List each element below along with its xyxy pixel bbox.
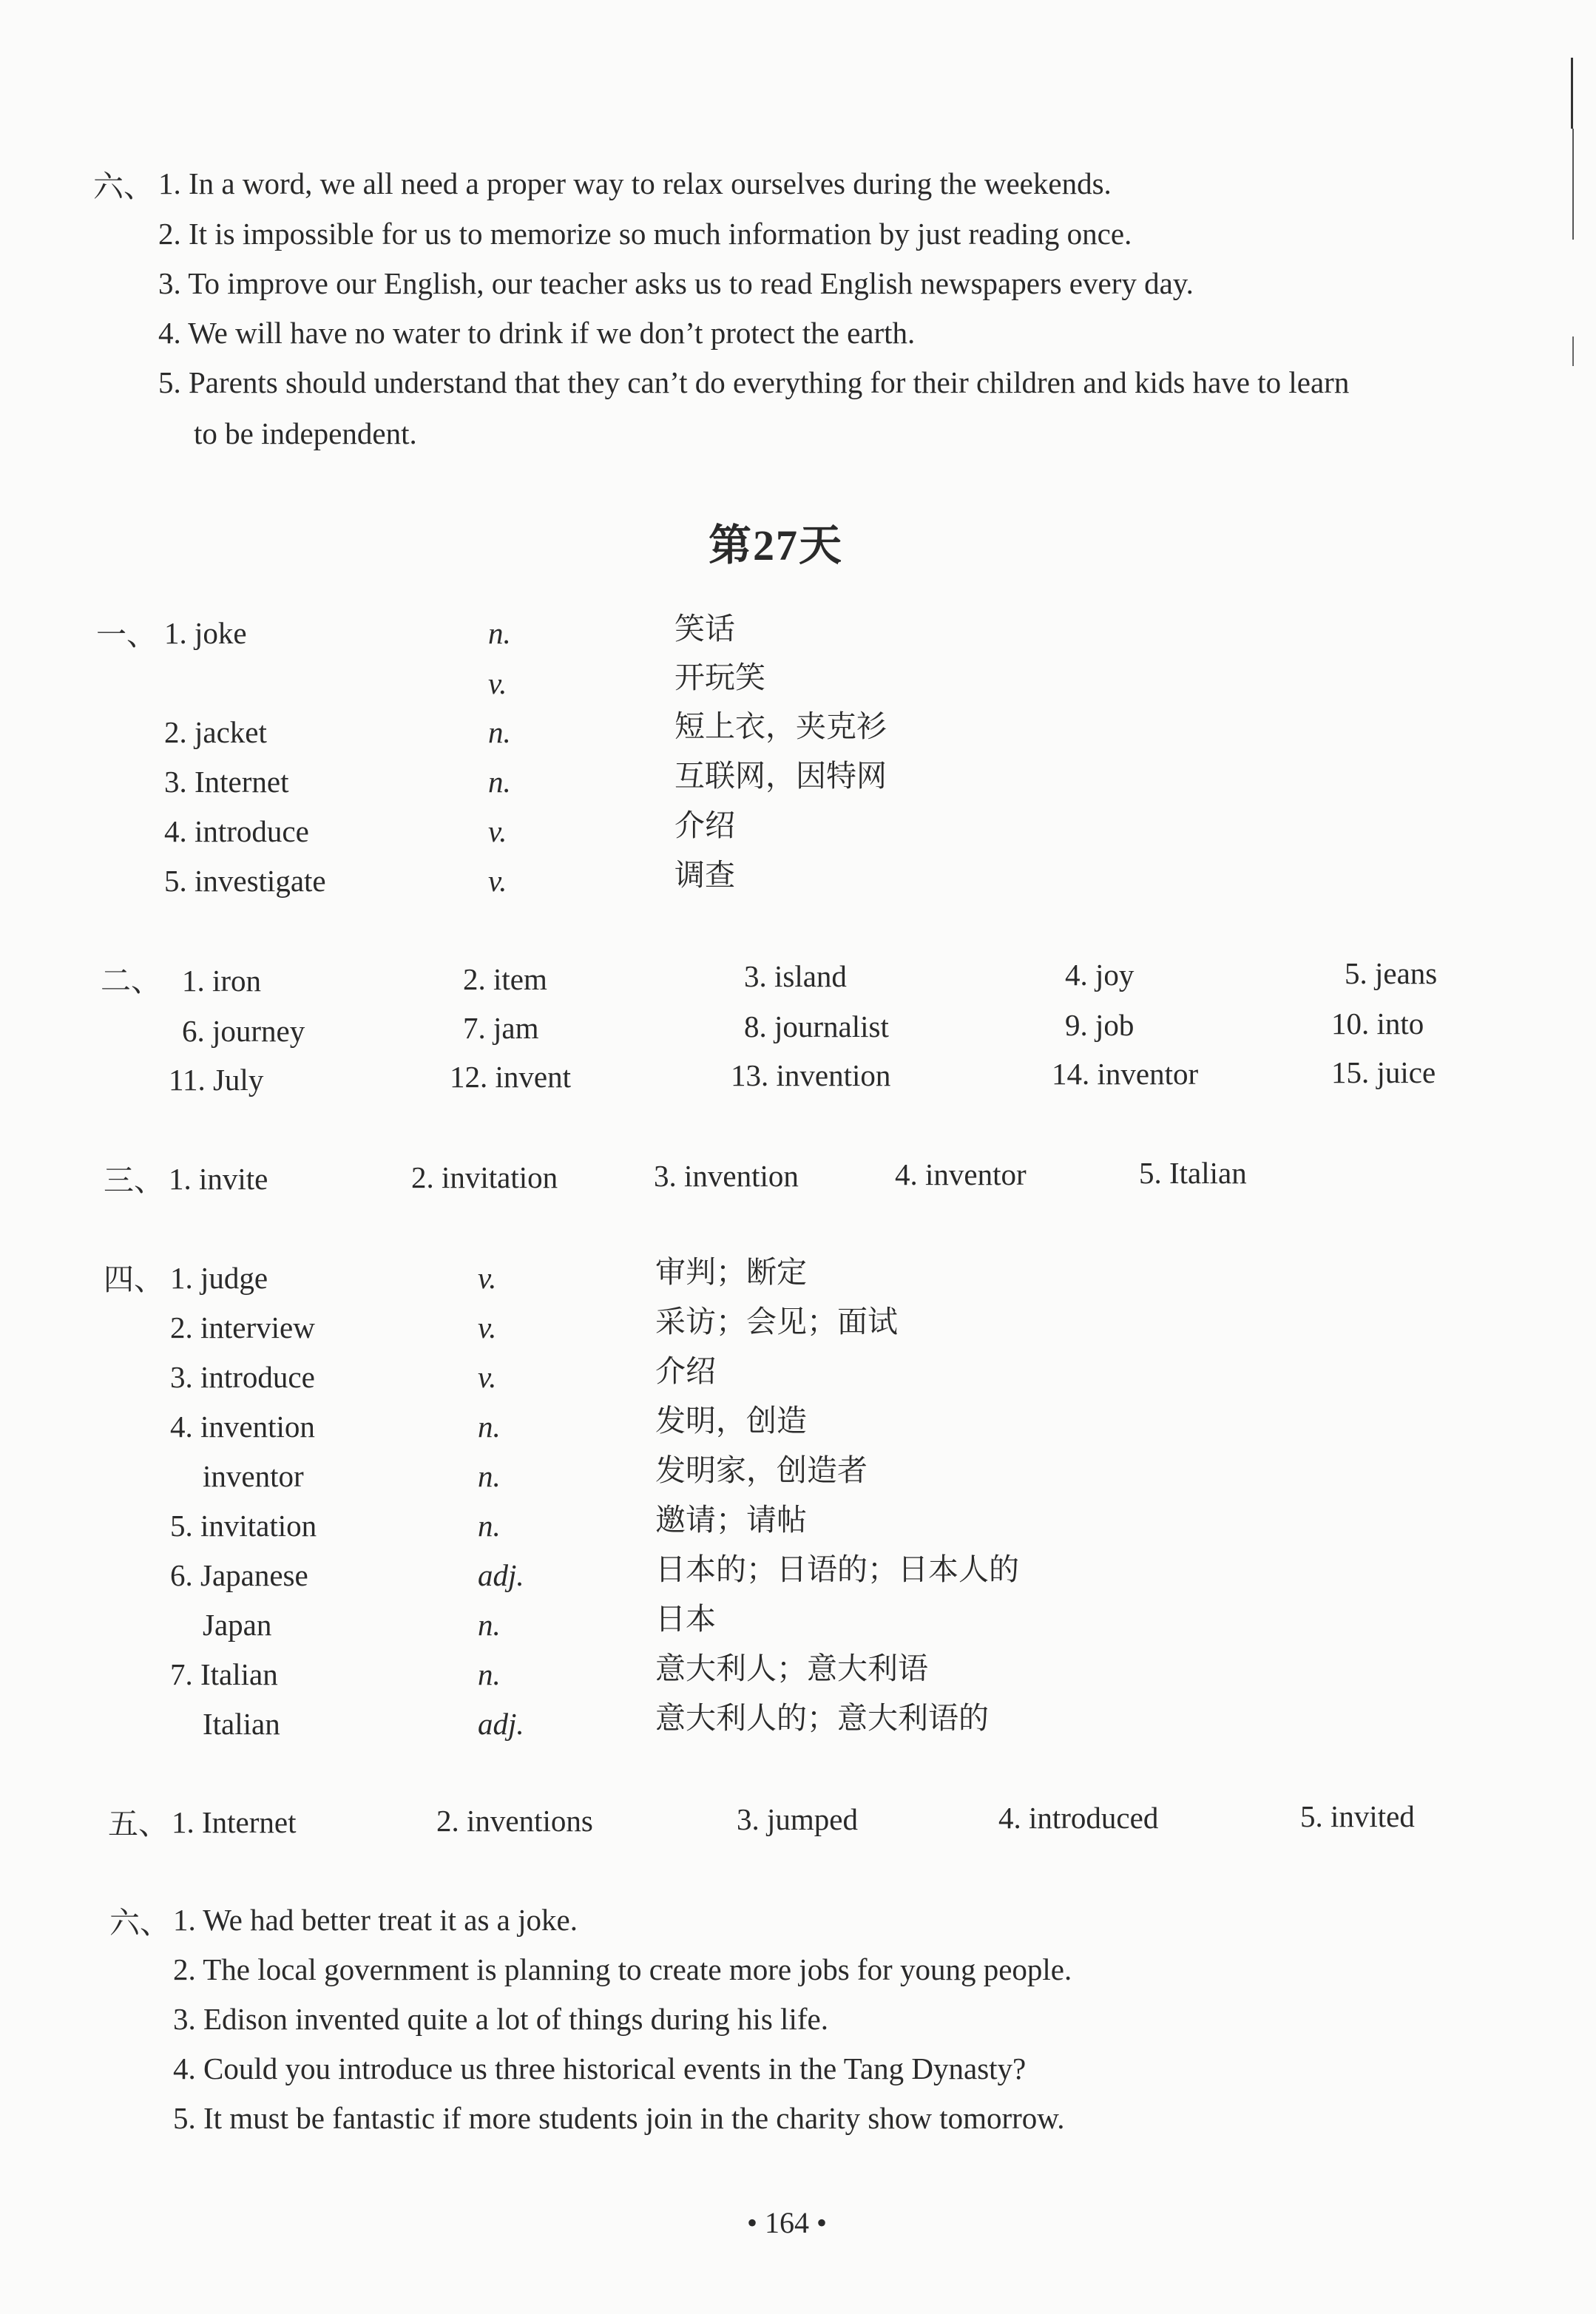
vocab-word: Japan — [203, 1608, 272, 1642]
vocab-meaning: 发明，创造 — [655, 1404, 807, 1438]
vocab-word: 4. introduce — [164, 814, 309, 848]
sentence-item: 1. We had better treat it as a joke. — [173, 1903, 578, 1937]
word-item: 4. inventor — [895, 1157, 1027, 1191]
part-of-speech: n. — [478, 1608, 501, 1642]
section-label: 四、 — [104, 1262, 164, 1296]
vocab-word: 1. joke — [164, 616, 247, 650]
vocab-word: 3. introduce — [170, 1360, 315, 1394]
vocab-word: Italian — [203, 1707, 280, 1741]
vocab-word: 7. Italian — [170, 1657, 278, 1691]
word-item: 14. inventor — [1052, 1057, 1199, 1091]
vocab-meaning: 意大利人的；意大利语的 — [655, 1701, 989, 1735]
section-label: 六、 — [109, 1906, 170, 1940]
vocab-word: 5. investigate — [164, 864, 326, 898]
sentence-item: 5. Parents should understand that they can’t do everything for their children and kids have to learn — [158, 365, 1350, 399]
vocab-meaning: 开玩笑 — [674, 660, 765, 694]
section-label: 二、 — [101, 964, 161, 998]
vocab-meaning: 互联网，因特网 — [674, 759, 887, 793]
sentence-item: 3. Edison invented quite a lot of things during his life. — [173, 2002, 828, 2036]
vocab-meaning: 日本的；日语的；日本人的 — [655, 1552, 1019, 1586]
vocab-meaning: 日本 — [655, 1602, 716, 1636]
part-of-speech: n. — [478, 1657, 501, 1691]
part-of-speech: v. — [488, 666, 507, 700]
page-number: • 164 • — [747, 2206, 828, 2239]
vocab-word: 2. jacket — [164, 715, 267, 749]
word-item: 1. invite — [169, 1162, 268, 1196]
vocab-word: 4. invention — [170, 1410, 315, 1444]
word-item: 15. juice — [1331, 1055, 1436, 1089]
word-item: 8. journalist — [744, 1009, 889, 1043]
section-label: 三、 — [104, 1163, 164, 1197]
word-item: 3. island — [744, 959, 847, 993]
vocab-meaning: 笑话 — [674, 612, 735, 646]
sentence-item: 2. It is impossible for us to memorize so much information by just reading once. — [158, 217, 1132, 251]
vocab-word: 3. Internet — [164, 765, 289, 799]
part-of-speech: n. — [488, 715, 511, 749]
vocab-word: 2. interview — [170, 1310, 315, 1344]
word-item: 3. jumped — [737, 1802, 858, 1836]
vocab-word: 1. judge — [170, 1261, 268, 1295]
word-item: 2. item — [463, 962, 547, 996]
section-label: 五、 — [108, 1807, 169, 1841]
part-of-speech: n. — [478, 1410, 501, 1444]
word-item: 6. journey — [182, 1014, 305, 1048]
sentence-item: to be independent. — [194, 416, 417, 450]
vocab-meaning: 短上衣，夹克衫 — [674, 709, 887, 743]
sentence-item: 4. We will have no water to drink if we don’t protect the earth. — [158, 316, 916, 350]
word-item: 9. job — [1065, 1008, 1135, 1042]
binding-mark — [1572, 336, 1574, 366]
day-title: 第27天 — [709, 521, 844, 569]
sentence-item: 4. Could you introduce us three historical events in the Tang Dynasty? — [173, 2051, 1027, 2085]
word-item: 10. into — [1331, 1007, 1424, 1041]
binding-mark — [1571, 58, 1573, 129]
part-of-speech: n. — [478, 1459, 501, 1493]
word-item: 4. joy — [1065, 958, 1135, 992]
word-item: 4. introduced — [998, 1801, 1159, 1835]
part-of-speech: v. — [478, 1360, 497, 1394]
vocab-meaning: 邀请；请帖 — [655, 1503, 807, 1537]
part-of-speech: v. — [488, 864, 507, 898]
word-item: 3. invention — [654, 1159, 799, 1193]
sentence-item: 3. To improve our English, our teacher asks us to read English newspapers every day. — [158, 266, 1194, 300]
vocab-word: 5. invitation — [170, 1509, 317, 1543]
sentence-item: 5. It must be fantastic if more students join in the charity show tomorrow. — [173, 2101, 1065, 2135]
word-item: 5. invited — [1300, 1799, 1415, 1833]
part-of-speech: adj. — [478, 1707, 524, 1741]
part-of-speech: n. — [488, 616, 511, 650]
vocab-meaning: 发明家，创造者 — [655, 1453, 868, 1487]
vocab-meaning: 审判；断定 — [655, 1255, 807, 1289]
vocab-meaning: 介绍 — [655, 1354, 716, 1388]
word-item: 13. invention — [731, 1058, 891, 1092]
vocab-meaning: 调查 — [674, 858, 735, 892]
word-item: 1. Internet — [172, 1805, 297, 1839]
section-label: 六、 — [93, 169, 154, 203]
vocab-meaning: 介绍 — [674, 808, 735, 842]
sentence-item: 2. The local government is planning to create more jobs for young people. — [173, 1952, 1072, 1986]
section-label: 一、 — [96, 618, 157, 652]
word-item: 5. jeans — [1345, 956, 1438, 990]
part-of-speech: v. — [478, 1310, 497, 1344]
sentence-item: 1. In a word, we all need a proper way to relax ourselves during the weekends. — [158, 166, 1112, 200]
part-of-speech: adj. — [478, 1558, 524, 1592]
vocab-word: inventor — [203, 1459, 304, 1493]
word-item: 11. July — [169, 1063, 264, 1097]
word-item: 2. invitation — [411, 1160, 558, 1194]
vocab-meaning: 意大利人；意大利语 — [655, 1651, 928, 1685]
word-item: 2. inventions — [436, 1804, 593, 1838]
vocab-word: 6. Japanese — [170, 1558, 308, 1592]
part-of-speech: n. — [488, 765, 511, 799]
vocab-meaning: 采访；会见；面试 — [655, 1305, 898, 1339]
part-of-speech: v. — [478, 1261, 497, 1295]
part-of-speech: n. — [478, 1509, 501, 1543]
word-item: 7. jam — [463, 1011, 539, 1045]
word-item: 12. invent — [450, 1060, 571, 1094]
part-of-speech: v. — [488, 814, 507, 848]
word-item: 5. Italian — [1139, 1156, 1247, 1190]
word-item: 1. iron — [182, 964, 262, 998]
binding-mark — [1572, 129, 1574, 240]
